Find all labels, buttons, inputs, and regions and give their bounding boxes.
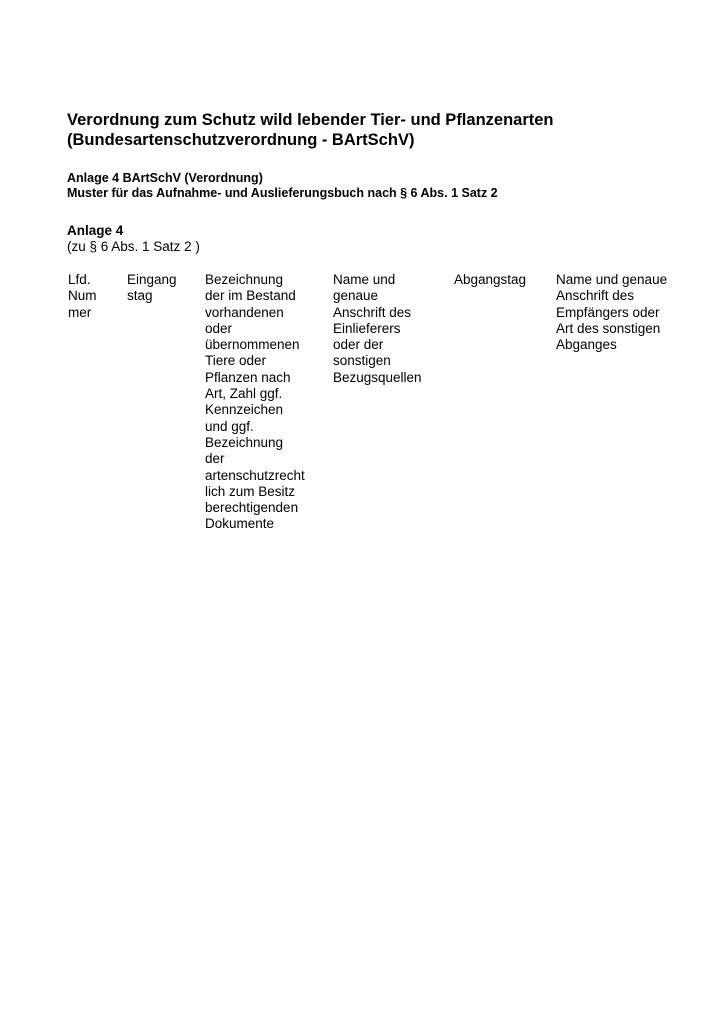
header-line: Eingang: [127, 272, 177, 287]
header-line: Abganges: [556, 337, 617, 353]
header-line: Abgangstag: [454, 272, 527, 287]
header-line: Einlieferers: [333, 320, 401, 336]
header-line: Bezeichnung: [205, 272, 284, 287]
header-line: Anschrift des: [556, 288, 635, 304]
header-line: Dokumente: [205, 516, 275, 532]
section-heading-line: Anlage 4 BArtSchV (Verordnung): [67, 171, 263, 185]
document-title-line: Verordnung zum Schutz wild lebender Tier- und Pflanzenarten: [67, 111, 554, 129]
header-line: Tiere oder: [205, 353, 267, 369]
header-line: Name und genaue: [556, 272, 668, 287]
header-line: Num: [68, 288, 97, 304]
header-line: mer: [68, 304, 92, 320]
section-heading-line: Muster für das Aufnahme- und Auslieferungsbuch nach § 6 Abs. 1 Satz 2: [67, 186, 498, 200]
section-heading: [67, 171, 687, 201]
header-line: und ggf.: [205, 418, 254, 434]
column-header-recipient-address: [556, 272, 696, 533]
column-header-departure-date: [454, 272, 556, 533]
header-line: der: [205, 451, 225, 467]
header-line: genaue: [333, 288, 379, 304]
header-line: oder der: [333, 337, 384, 353]
header-line: stag: [127, 288, 153, 304]
header-line: Pflanzen nach: [205, 369, 291, 385]
header-line: Art, Zahl ggf.: [205, 386, 283, 402]
column-header-specimen-description: [205, 272, 333, 533]
header-line: Empfängers oder: [556, 304, 660, 320]
header-line: Bezugsquellen: [333, 369, 422, 385]
table-header-row: [68, 272, 696, 533]
register-columns-table: [68, 272, 696, 533]
annex-title: Anlage 4: [67, 223, 124, 238]
header-line: vorhandenen: [205, 304, 284, 320]
header-line: Name und: [333, 272, 396, 287]
header-line: übernommenen: [205, 337, 300, 353]
header-line: sonstigen: [333, 353, 391, 369]
header-line: Kennzeichen: [205, 402, 284, 418]
header-line: Art des sonstigen: [556, 320, 661, 336]
column-header-receipt-date: [127, 272, 205, 533]
header-line: lich zum Besitz: [205, 483, 296, 499]
document-title: [67, 110, 687, 150]
column-header-supplier-address: [333, 272, 454, 533]
header-line: oder: [205, 320, 233, 336]
header-line: Lfd.: [68, 272, 91, 287]
column-header-serial-number: [68, 272, 127, 533]
header-line: artenschutzrecht: [205, 467, 305, 483]
document-title-line: (Bundesartenschutzverordnung - BArtSchV): [67, 131, 415, 149]
annex-heading: [67, 223, 467, 255]
header-line: der im Bestand: [205, 288, 296, 304]
header-line: Bezeichnung: [205, 434, 284, 450]
header-line: Anschrift des: [333, 304, 412, 320]
annex-reference: (zu § 6 Abs. 1 Satz 2 ): [67, 239, 200, 254]
header-line: berechtigenden: [205, 500, 299, 516]
